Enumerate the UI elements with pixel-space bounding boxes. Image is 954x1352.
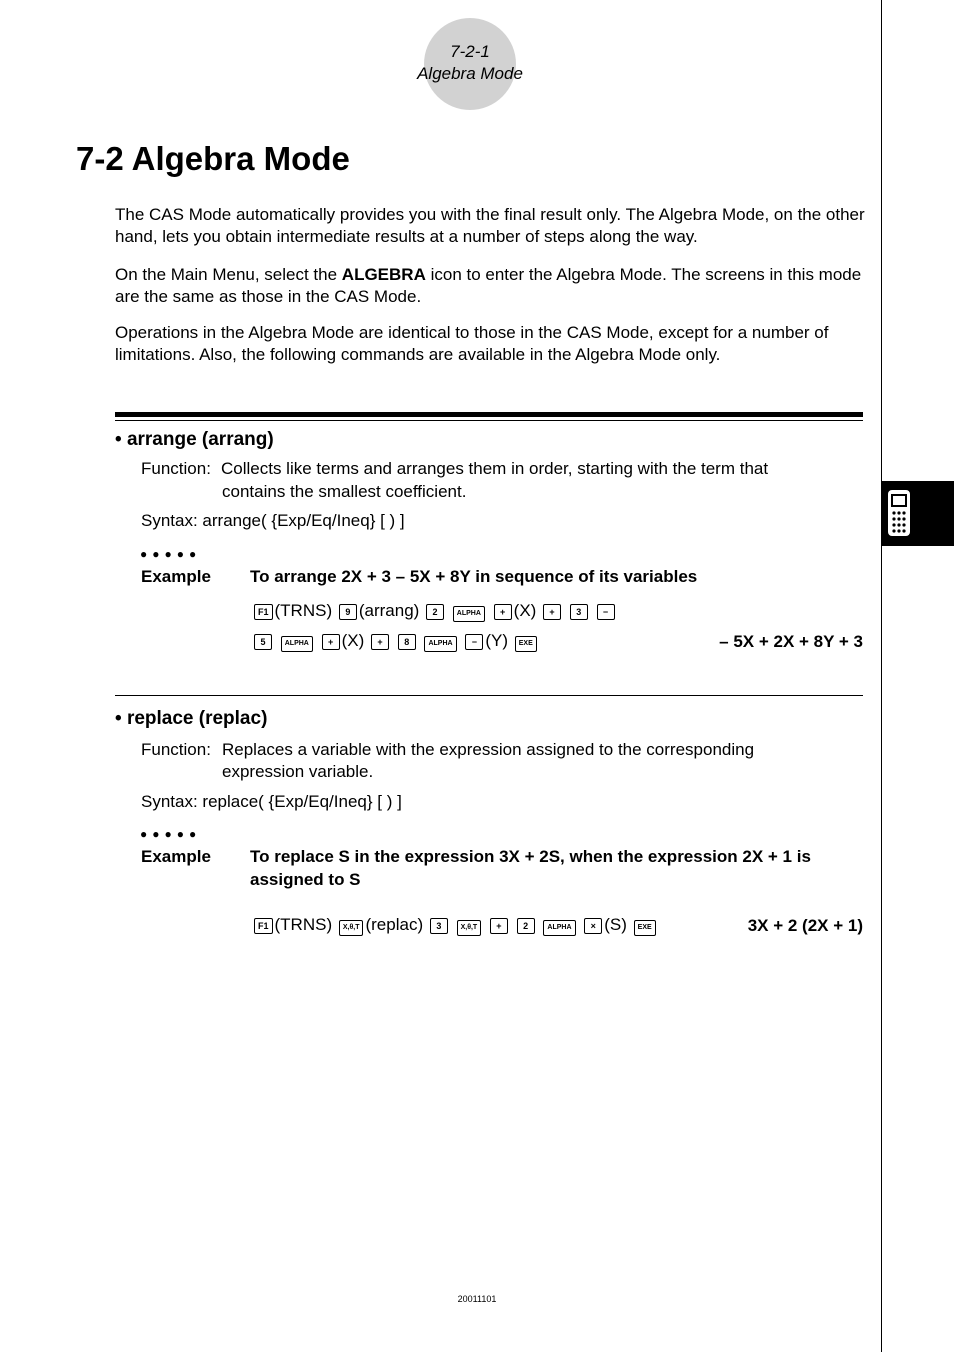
function-label: Function: <box>141 740 211 759</box>
keystroke-line-1: F1 (TRNS) X,θ,T (replac) 3 X,θ,T + 2 ALPHA × (S) EXE <box>252 915 658 936</box>
exe-key: EXE <box>515 636 537 652</box>
example-result: 3X + 2 (2X + 1) <box>747 916 863 935</box>
page-number: 7-2-1 <box>450 42 490 61</box>
plus-key: + <box>494 604 512 620</box>
intro-paragraph-2: On the Main Menu, select the ALGEBRA icon to enter the Algebra Mode. The screens in this mode are the same as those in the CAS Mode. <box>115 265 862 306</box>
example-label: Example <box>141 847 211 866</box>
chapter-side-tab <box>882 481 954 546</box>
example-description-line1: To replace S in the expression 3X + 2S, when the expression 2X + 1 is <box>250 847 811 866</box>
example-description: To arrange 2X + 3 – 5X + 8Y in sequence of its variables <box>250 567 698 586</box>
minus-key: − <box>597 604 615 620</box>
5-key: 5 <box>254 634 272 650</box>
syntax-line: Syntax: arrange( {Exp/Eq/Ineq} [ ) ] <box>141 511 405 530</box>
x-theta-t-key: X,θ,T <box>339 920 364 936</box>
8-key: 8 <box>398 634 416 650</box>
2-key: 2 <box>517 918 535 934</box>
section-title-arrange: • arrange (arrang) <box>115 429 274 450</box>
example-dots: ●●●●● <box>140 827 202 841</box>
function-desc-line1: Collects like terms and arranges them in order, starting with the term that <box>221 459 769 478</box>
chapter-title: 7-2 Algebra Mode <box>76 140 350 177</box>
plus-key: + <box>322 634 340 650</box>
f1-key: F1 <box>254 918 273 934</box>
syntax-line: Syntax: replace( {Exp/Eq/Ineq} [ ) ] <box>141 792 402 811</box>
intro-paragraph-1: The CAS Mode automatically provides you with the final result only. The Algebra Mode, on the other hand, lets you obtain intermediate results at a number of steps along the way. <box>115 205 865 246</box>
keystroke-line-2: 5 ALPHA + (X) + 8 ALPHA − (Y) EXE <box>252 631 539 652</box>
alpha-key: ALPHA <box>281 636 313 652</box>
footer-code: 20011101 <box>457 1294 497 1304</box>
2-key: 2 <box>426 604 444 620</box>
function-desc-line2: expression variable. <box>222 762 374 781</box>
right-margin-rule <box>881 0 882 1352</box>
keystroke-line-1: F1 (TRNS) 9 (arrang) 2 ALPHA + (X) + 3 − <box>252 601 617 622</box>
alpha-key: ALPHA <box>543 920 575 936</box>
example-label: Example <box>141 567 211 586</box>
page-section: Algebra Mode <box>417 64 523 83</box>
intro-paragraph-3: Operations in the Algebra Mode are identical to those in the CAS Mode, except for a number of limitations. Also, the following commands are available in the Algebra Mode only. <box>115 323 829 364</box>
section-rule-thick <box>115 412 863 417</box>
f1-key: F1 <box>254 604 273 620</box>
function-desc-line2: contains the smallest coefficient. <box>222 482 467 501</box>
times-key: × <box>584 918 602 934</box>
alpha-key: ALPHA <box>453 606 485 622</box>
section-title-replace: • replace (replac) <box>115 708 268 729</box>
exe-key: EXE <box>634 920 656 936</box>
plus-key: + <box>490 918 508 934</box>
3-key: 3 <box>570 604 588 620</box>
example-result: – 5X + 2X + 8Y + 3 <box>719 632 863 651</box>
plus-key: + <box>543 604 561 620</box>
9-key: 9 <box>339 604 357 620</box>
example-description-line2: assigned to S <box>250 870 361 889</box>
function-label: Function: <box>141 459 211 478</box>
section-rule-thin <box>115 420 863 421</box>
example-dots: ●●●●● <box>140 547 202 561</box>
alpha-key: ALPHA <box>424 636 456 652</box>
calculator-icon <box>887 489 911 537</box>
function-desc-line1: Replaces a variable with the expression assigned to the corresponding <box>222 740 755 759</box>
x-theta-t-key: X,θ,T <box>457 920 482 936</box>
3-key: 3 <box>430 918 448 934</box>
plus-key: + <box>371 634 389 650</box>
section-rule-thin <box>115 695 863 696</box>
minus-key: − <box>465 634 483 650</box>
